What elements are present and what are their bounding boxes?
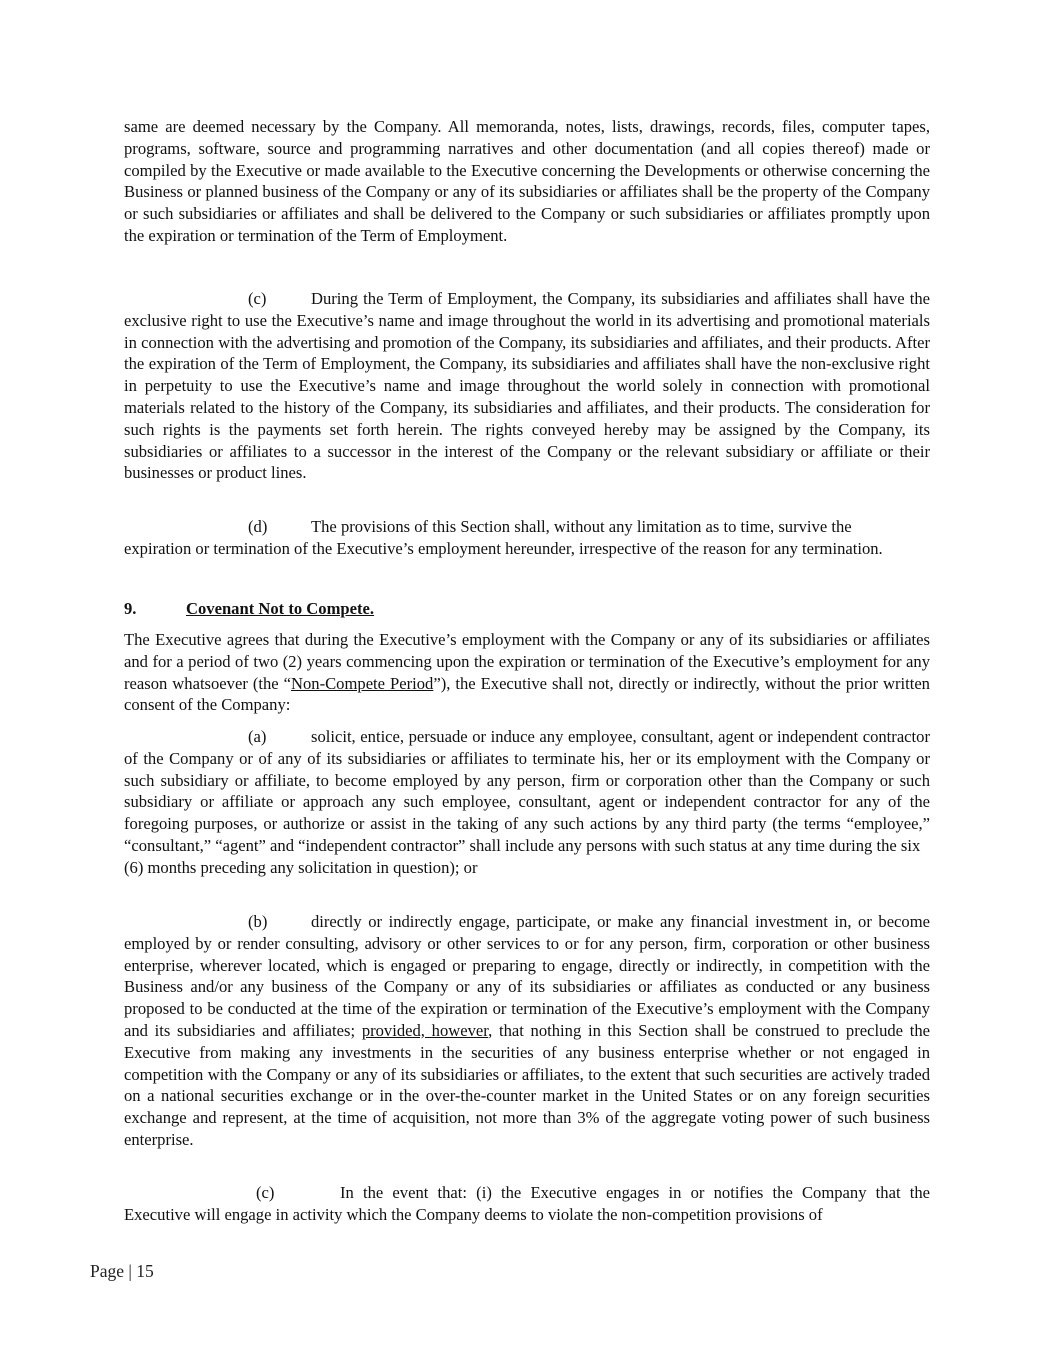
section-title: Covenant Not to Compete. (186, 599, 375, 618)
paragraph-c-rights (124, 288, 930, 484)
paragraph-label: (c) (248, 289, 267, 308)
item-label: (a) (248, 727, 267, 746)
item-c-enforcement (124, 1182, 930, 1226)
paragraph-d-survival (124, 516, 910, 560)
paragraph-text: During the Term of Employment, the Company, its subsidiaries and affiliates shall have the exclusive right to use the Executive’s name and image throughout the world in its advertising and promotional materials in connection with the advertising and promotion of the Company, its subsidiaries and affiliates, and their products. After the expiration of the Term of Employment, the Company, its subsidiaries and affiliates shall have the non-exclusive right in perpetuity to use the Executive’s name and image throughout the world solely in connection with promotional materials related to the history of the Company, its subsidiaries and affiliates, and their products. The consideration for such rights is the payments set forth herein. The rights conveyed hereby may be assigned by the Company, its subsidiaries or affiliates to a successor in the interest of the Company or the relevant subsidiary or affiliate or their businesses or product lines. (124, 289, 930, 483)
item-text: solicit, entice, persuade or induce any employee, consultant, agent or independent contractor of the Company or of any of its subsidiaries or affiliates to terminate his, her or its employment with the Company or such subsidiary or affiliate, to become employed by any person, firm or corporation other than the Company or such subsidiary or affiliate or approach any such employee, consultant, agent or independent contractor for any of the foregoing purposes, or authorize or assist in the taking of any such actions by any third party (the terms “employee,” “consultant,” “agent” and “independent contractor” shall include any persons with such status at any time during the six (124, 727, 930, 855)
item-text: directly or indirectly engage, participate, or make any financial investment in, or become employed by or render consulting, advisory or other services to or for any person, firm, corporation or other business enterprise, wherever located, which is engaged or preparing to engage, directly or indirectly, in competition with the Business and/or any business of the Company or any of its subsidiaries or affiliates as conducted or any business proposed to be conducted at the time of the expiration or termination of the Executive’s employment with the Company and its subsidiaries and affiliates; (124, 912, 930, 1040)
item-label: (b) (248, 912, 268, 931)
section-number: 9. (124, 599, 137, 618)
paragraph-label: (d) (248, 517, 268, 536)
item-label: (c) (256, 1183, 275, 1202)
paragraph-text: The provisions of this Section shall, without any limitation as to time, survive the expiration or termination of the Executive’s employment hereunder, irrespective of the reason for any termination. (124, 517, 883, 558)
section-heading (124, 598, 374, 620)
item-text-cont: , that nothing in this Section shall be construed to preclude the Executive from making any investments in the securities of any business enterprise whether or not engaged in competition with the Company or any of its subsidiaries or affiliates, to the extent that such securities are actively traded on a national securities exchange or in the over-the-counter market in the United States or on any foreign securities exchange and represent, at the time of acquisition, not more than 3% of the aggregate voting power of such business enterprise. (124, 1020, 931, 1149)
item-text-tail: (6) months preceding any solicitation in question); or (124, 857, 478, 877)
item-b-non-compete (124, 911, 930, 1151)
item-a-non-solicit (124, 726, 930, 879)
defined-term: Non-Compete Period (291, 673, 434, 693)
paragraph-text: same are deemed necessary by the Company. All memoranda, notes, lists, drawings, records, files, computer tapes, programs, software, source and programming narratives and other documentation (and all copies thereof) made or compiled by the Executive or made available to the Executive concerning the Developments or otherwise concerning the Business or planned business of the Company or any of its subsidiaries or affiliates shall be the property of the Company or such subsidiaries or affiliates and shall be delivered to the Company or such subsidiaries or affiliates promptly upon the expiration or termination of the Term of Employment. (124, 117, 930, 245)
proviso-term: provided, however (361, 1020, 489, 1040)
paragraph-continuation (124, 116, 930, 247)
page-number-footer: Page | 15 (90, 1261, 154, 1281)
intro-text-end: ”), the Executive shall not, directly or indirectly, without the prior written consent of the Company: (124, 673, 930, 715)
intro-text: The Executive agrees that during the Executive’s employment with the Company or any of its subsidiaries or affiliates and for a period of two (2) years commencing upon the expiration or termination of the Executive’s employment for any reason whatsoever (the “ (124, 630, 930, 693)
item-text: In the event that: (i) the Executive engages in or notifies the Company that the Executive will engage in activity which the Company deems to violate the non-competition provisions of (124, 1183, 930, 1224)
section-intro (124, 629, 930, 716)
